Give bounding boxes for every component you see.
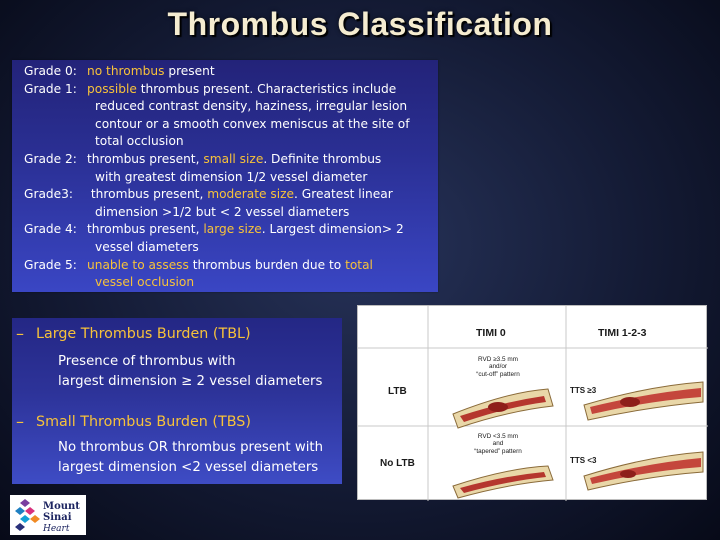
grade-text-segment: thrombus present. Characteristics include [136, 81, 397, 96]
grade-line [24, 239, 434, 257]
grade-text-segment: reduced contrast density, haziness, irregular lesion [95, 99, 408, 114]
vessel-occluded-ltb-icon [453, 389, 553, 428]
noltb-criteria-line: “tapered” pattern [474, 447, 522, 455]
timi-col-header-123: TIMI 1-2-3 [598, 327, 647, 339]
vessel-patent-noltb-icon [584, 452, 703, 490]
grade-label: Grade 1: [24, 81, 77, 96]
grade-text-segment: thrombus present, [87, 222, 204, 237]
grade-label: Grade 5: [24, 257, 77, 272]
tbs-definition-line2: largest dimension <2 vessel diameters [58, 460, 319, 475]
grade-highlight-text: unable to assess [87, 257, 189, 272]
noltb-criteria-line: and [492, 440, 504, 448]
grade-text-segment: . Greatest linear [294, 187, 393, 202]
grade-highlight-text: moderate size [207, 187, 295, 202]
grade-label: Grade3: [24, 187, 74, 202]
tbl-heading: Large Thrombus Burden (TBL) [36, 326, 251, 342]
grade-line [24, 63, 434, 81]
timi-col-header-0: TIMI 0 [476, 327, 506, 339]
grade-text-segment: thrombus present, [87, 187, 208, 202]
ltb-criteria-line: RVD ≥3.5 mm [478, 356, 518, 363]
grade-text-segment: contour or a smooth convex meniscus at the site of [95, 116, 410, 131]
grade-line [24, 151, 434, 169]
slide-title: Thrombus Classification [167, 6, 553, 42]
grade-line [24, 274, 434, 292]
tbs-definition-line1: No thrombus OR thrombus present with [58, 440, 324, 455]
grade-highlight-text: large size [203, 222, 262, 237]
grade-text [87, 63, 215, 81]
noltb-tts-value: TTS <3 [570, 456, 597, 465]
ltb-criteria-line: “cut-off” pattern [476, 370, 520, 378]
noltb-criteria [458, 433, 538, 455]
grade-highlight-text: vessel occlusion [95, 275, 195, 290]
grade-line [24, 133, 434, 151]
timi-table-grid [358, 306, 708, 501]
grade-text [87, 81, 396, 99]
grade-text [87, 186, 393, 204]
grade-line [24, 81, 434, 99]
timi-table-figure [357, 305, 707, 500]
grade-text [87, 221, 404, 239]
grade-text-segment: . Definite thrombus [263, 151, 382, 166]
logo-text-line3: Heart [43, 524, 70, 534]
grade-line [24, 98, 434, 116]
grade-highlight-text: no thrombus [87, 64, 165, 78]
grade-line [24, 204, 434, 222]
grade-text [95, 204, 349, 222]
grade-highlight-text: total [345, 257, 373, 272]
grade-line [24, 186, 434, 204]
grade-text [87, 257, 373, 275]
mount-sinai-heart-logo [10, 495, 86, 535]
grade-text-segment: with greatest dimension 1/2 vessel diameter [95, 169, 368, 184]
grade-text-segment: vessel diameters [95, 239, 199, 254]
grade-text [95, 98, 407, 116]
thrombus-burden-box [12, 318, 342, 484]
logo-text-line2: Sinai [43, 512, 72, 523]
grade-text [95, 274, 194, 292]
tbs-heading: Small Thrombus Burden (TBS) [36, 414, 251, 430]
tbl-definition-line1: Presence of thrombus with [58, 354, 236, 369]
grade-label: Grade 4: [24, 222, 77, 237]
grade-text [95, 133, 184, 151]
timi-row-label-ltb: LTB [388, 386, 407, 397]
grade-text-segment: thrombus present, [87, 151, 204, 166]
vessel-occluded-noltb-icon [453, 466, 553, 498]
grade-text-segment: present [164, 64, 215, 78]
grade-text-segment: thrombus burden due to [188, 257, 346, 272]
grade-label: Grade 2: [24, 151, 77, 166]
grade-line [24, 257, 434, 275]
tbl-definition-line2: largest dimension ≥ 2 vessel diameters [58, 374, 323, 389]
grade-text [95, 116, 410, 134]
ltb-criteria-line: and/or [488, 363, 508, 371]
grade-highlight-text: small size [203, 151, 264, 166]
timi-row-label-noltb: No LTB [380, 458, 415, 469]
tbs-bullet: – [16, 412, 24, 431]
grade-label: Grade 0: [24, 64, 77, 78]
logo-text-line1: Mount [43, 501, 80, 512]
grade-line [24, 116, 434, 134]
grade-text-segment: total occlusion [95, 134, 184, 149]
grade-text-segment: dimension >1/2 but < 2 vessel diameters [95, 204, 350, 219]
grade-text [95, 239, 199, 257]
ltb-tts-value: TTS ≥3 [570, 386, 597, 395]
grade-highlight-text: possible [87, 81, 137, 96]
grade-text-segment: . Largest dimension> 2 [261, 222, 404, 237]
grade-line [24, 169, 434, 187]
noltb-criteria-line: RVD <3.5 mm [477, 433, 519, 440]
grade-text [87, 151, 381, 169]
vessel-patent-ltb-icon [584, 382, 703, 420]
grade-line [24, 221, 434, 239]
grade-definitions-box [12, 60, 438, 292]
tbl-bullet: – [16, 324, 24, 343]
grade-text [95, 169, 367, 187]
ltb-criteria [458, 356, 538, 378]
